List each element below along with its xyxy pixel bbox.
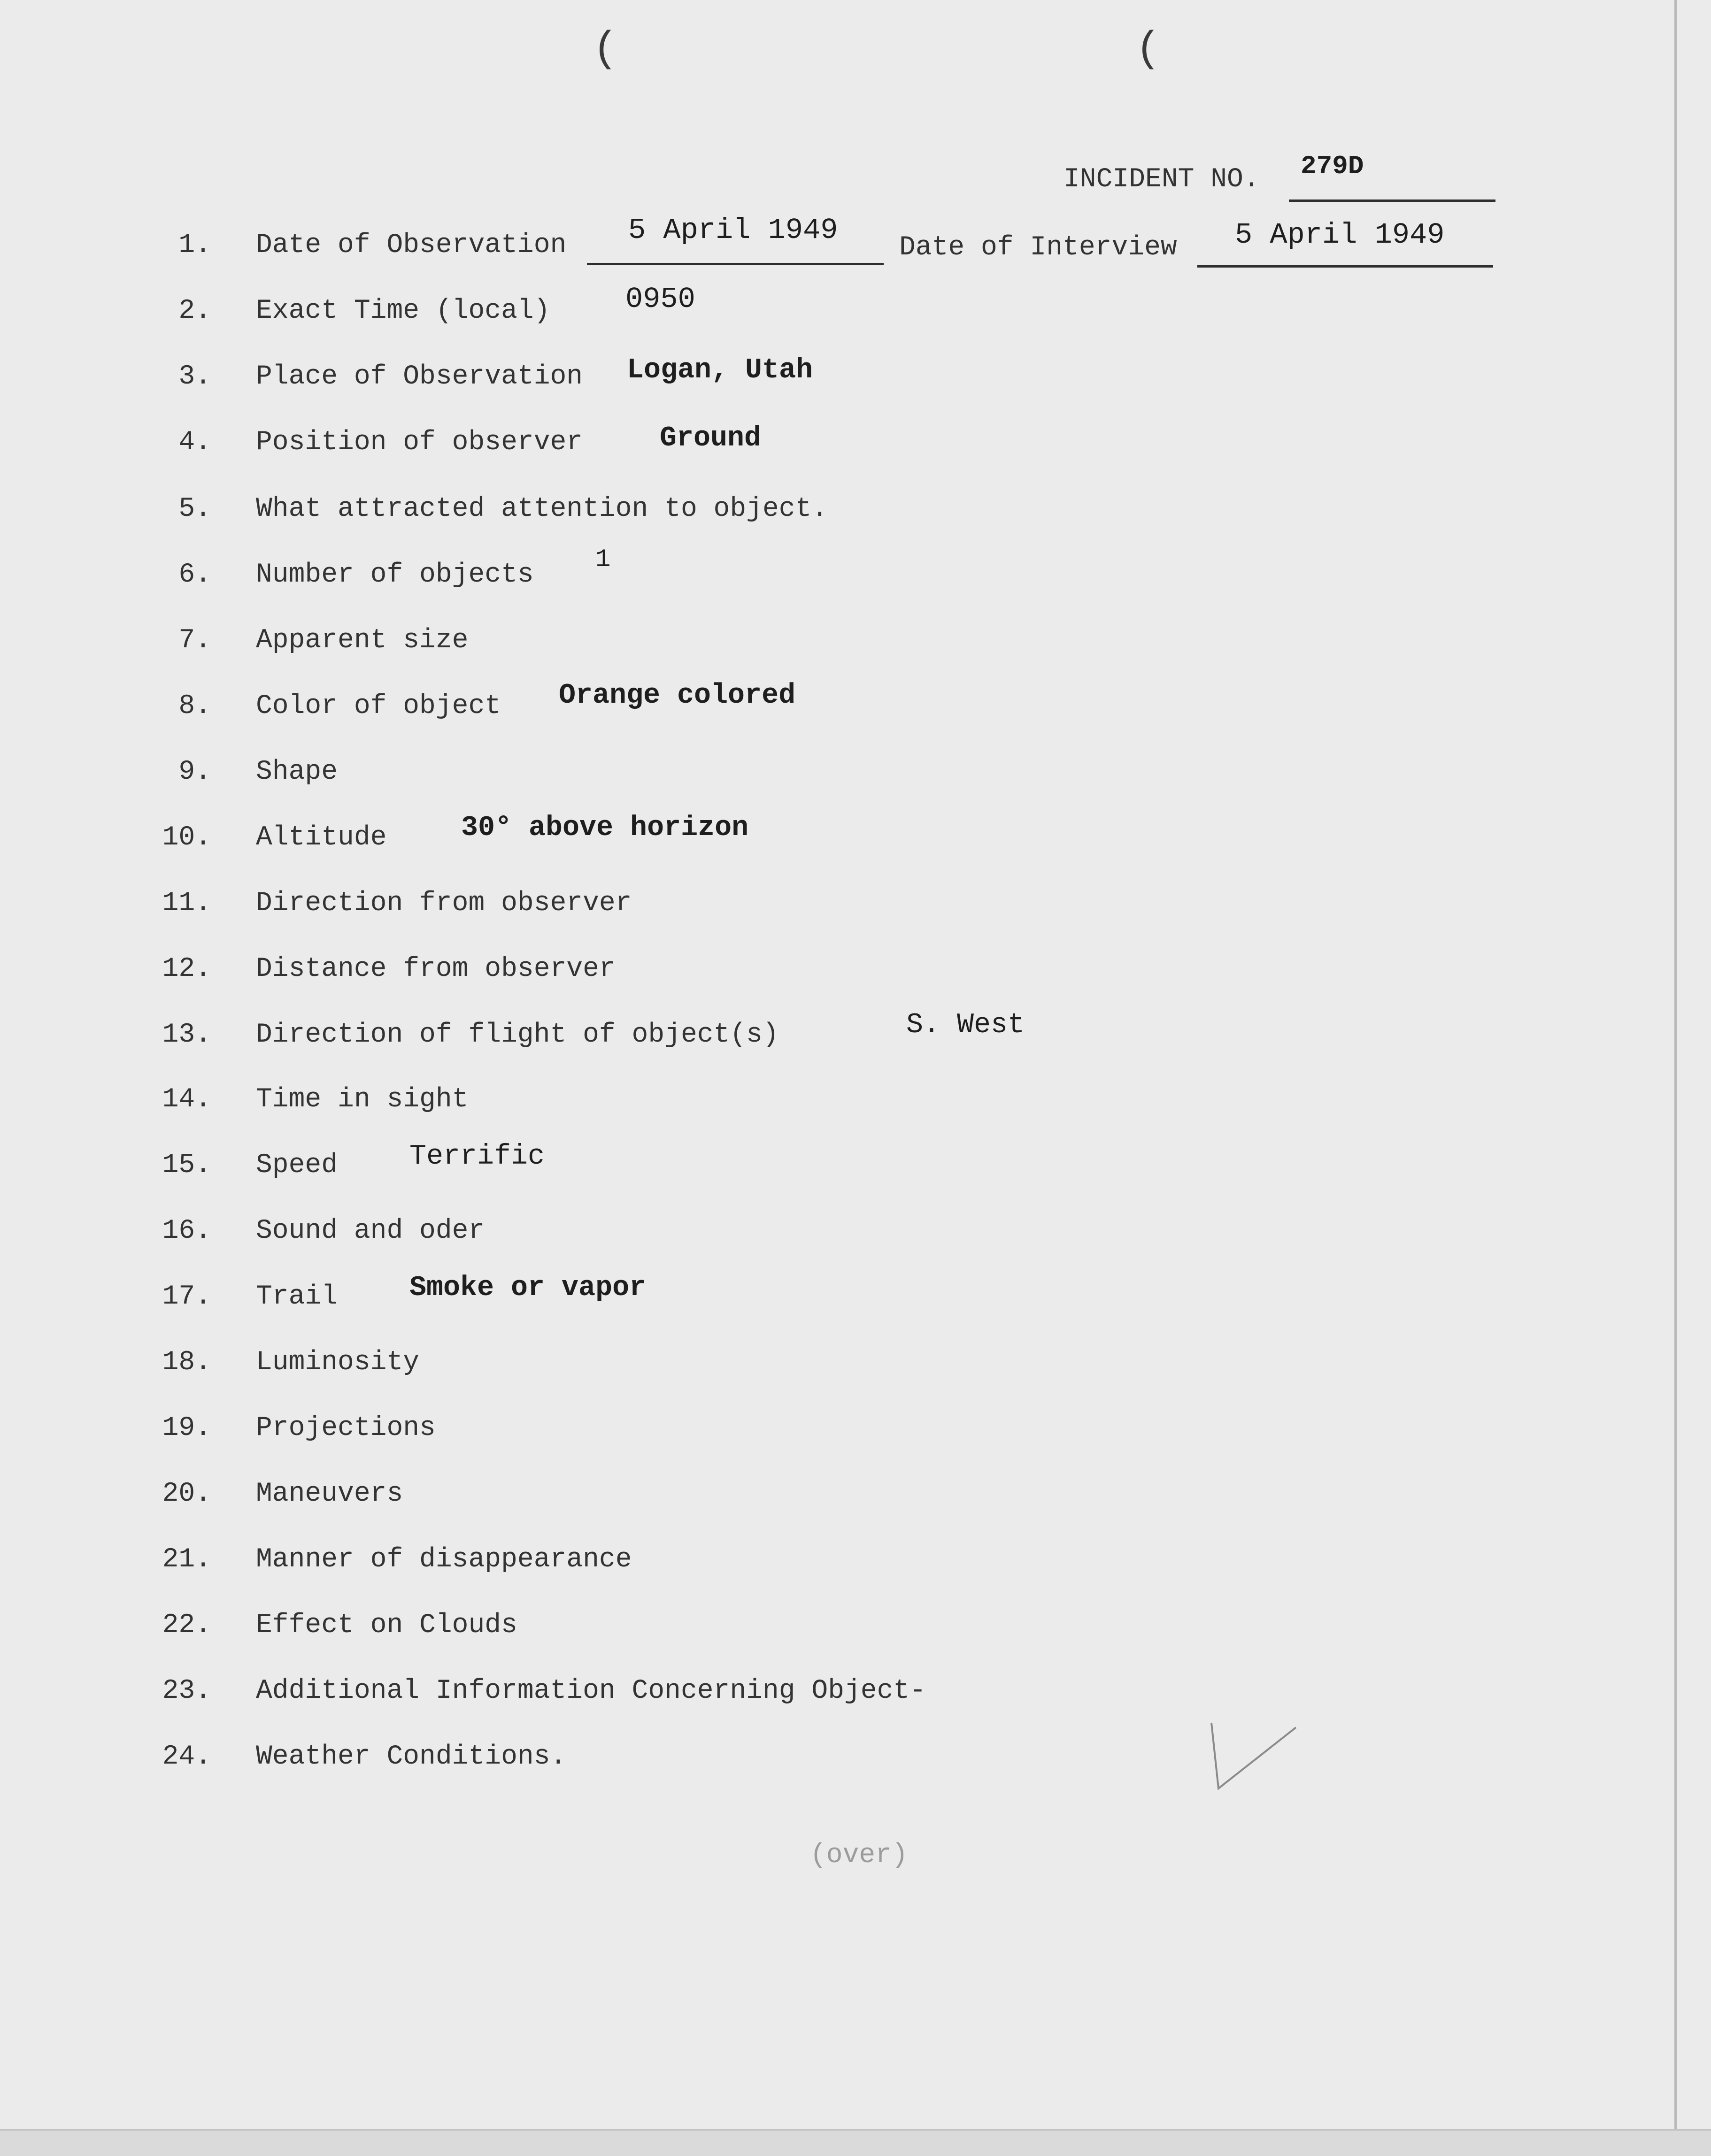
position-of-observer-label: Position of observer: [256, 427, 583, 458]
attracted-attention-label: What attracted attention to object.: [256, 494, 828, 524]
trail-value: Smoke or vapor: [409, 1272, 647, 1304]
date-of-observation-value: 5 April 1949: [628, 214, 838, 247]
number-of-objects-label: Number of objects: [256, 560, 534, 590]
item-number-20: 20.: [162, 1479, 211, 1509]
item-number-7: 7.: [178, 625, 211, 656]
sound-and-oder-label: Sound and oder: [256, 1216, 485, 1246]
direction-from-observer-label: Direction from observer: [256, 888, 632, 919]
date-of-interview-label: Date of Interview: [899, 232, 1177, 263]
place-of-observation-label: Place of Observation: [256, 361, 583, 392]
effect-on-clouds-label: Effect on Clouds: [256, 1610, 517, 1641]
speed-value: Terrific: [409, 1141, 545, 1173]
item-number-10: 10.: [162, 822, 211, 853]
exact-time-value: 0950: [625, 283, 695, 316]
date-of-interview-value: 5 April 1949: [1235, 218, 1445, 252]
incident-value: 279D: [1301, 151, 1364, 181]
projections-label: Projections: [256, 1413, 436, 1443]
date-of-observation-underline: [587, 263, 884, 265]
item-number-1: 1.: [178, 230, 211, 261]
item-number-11: 11.: [162, 888, 211, 919]
item-number-4: 4.: [178, 427, 211, 458]
direction-of-flight-value: S. West: [906, 1009, 1025, 1041]
color-of-object-value: Orange colored: [559, 680, 796, 712]
weather-conditions-label: Weather Conditions.: [256, 1742, 567, 1772]
exact-time-label: Exact Time (local): [256, 296, 550, 326]
item-number-6: 6.: [178, 560, 211, 590]
trail-label: Trail: [256, 1281, 338, 1312]
page-edge-bottom: [0, 2129, 1711, 2156]
item-number-19: 19.: [162, 1413, 211, 1443]
maneuvers-label: Maneuvers: [256, 1479, 403, 1509]
page-edge-right: [1674, 0, 1677, 2131]
manner-of-disappearance-label: Manner of disappearance: [256, 1544, 632, 1575]
position-of-observer-value: Ground: [660, 422, 762, 454]
item-number-22: 22.: [162, 1610, 211, 1641]
time-in-sight-label: Time in sight: [256, 1084, 469, 1115]
place-of-observation-value: Logan, Utah: [627, 354, 813, 386]
item-number-15: 15.: [162, 1150, 211, 1181]
item-number-12: 12.: [162, 954, 211, 984]
item-number-13: 13.: [162, 1020, 211, 1050]
item-number-18: 18.: [162, 1347, 211, 1378]
item-number-16: 16.: [162, 1216, 211, 1246]
item-number-24: 24.: [162, 1742, 211, 1772]
item-number-8: 8.: [178, 691, 211, 721]
over-note: (over): [810, 1840, 908, 1871]
item-number-14: 14.: [162, 1084, 211, 1115]
shape-label: Shape: [256, 757, 338, 787]
speed-label: Speed: [256, 1150, 338, 1181]
item-number-9: 9.: [178, 757, 211, 787]
date-of-observation-label: Date of Observation: [256, 230, 567, 261]
altitude-label: Altitude: [256, 822, 387, 853]
item-number-23: 23.: [162, 1676, 211, 1706]
number-of-objects-value: 1: [595, 545, 611, 574]
pencil-check-mark: [1207, 1709, 1301, 1798]
punch-mark-left: (: [593, 26, 618, 74]
incident-underline: [1289, 199, 1495, 202]
item-number-2: 2.: [178, 296, 211, 326]
punch-mark-right: (: [1135, 26, 1161, 74]
additional-information-label: Additional Information Concerning Object-: [256, 1676, 926, 1706]
date-of-interview-underline: [1197, 265, 1493, 268]
item-number-3: 3.: [178, 361, 211, 392]
item-number-5: 5.: [178, 494, 211, 524]
apparent-size-label: Apparent size: [256, 625, 469, 656]
distance-from-observer-label: Distance from observer: [256, 954, 616, 984]
item-number-21: 21.: [162, 1544, 211, 1575]
direction-of-flight-label: Direction of flight of object(s): [256, 1020, 779, 1050]
color-of-object-label: Color of object: [256, 691, 501, 721]
incident-label: INCIDENT NO.: [1064, 164, 1260, 195]
item-number-17: 17.: [162, 1281, 211, 1312]
altitude-value: 30° above horizon: [461, 812, 749, 844]
luminosity-label: Luminosity: [256, 1347, 420, 1378]
